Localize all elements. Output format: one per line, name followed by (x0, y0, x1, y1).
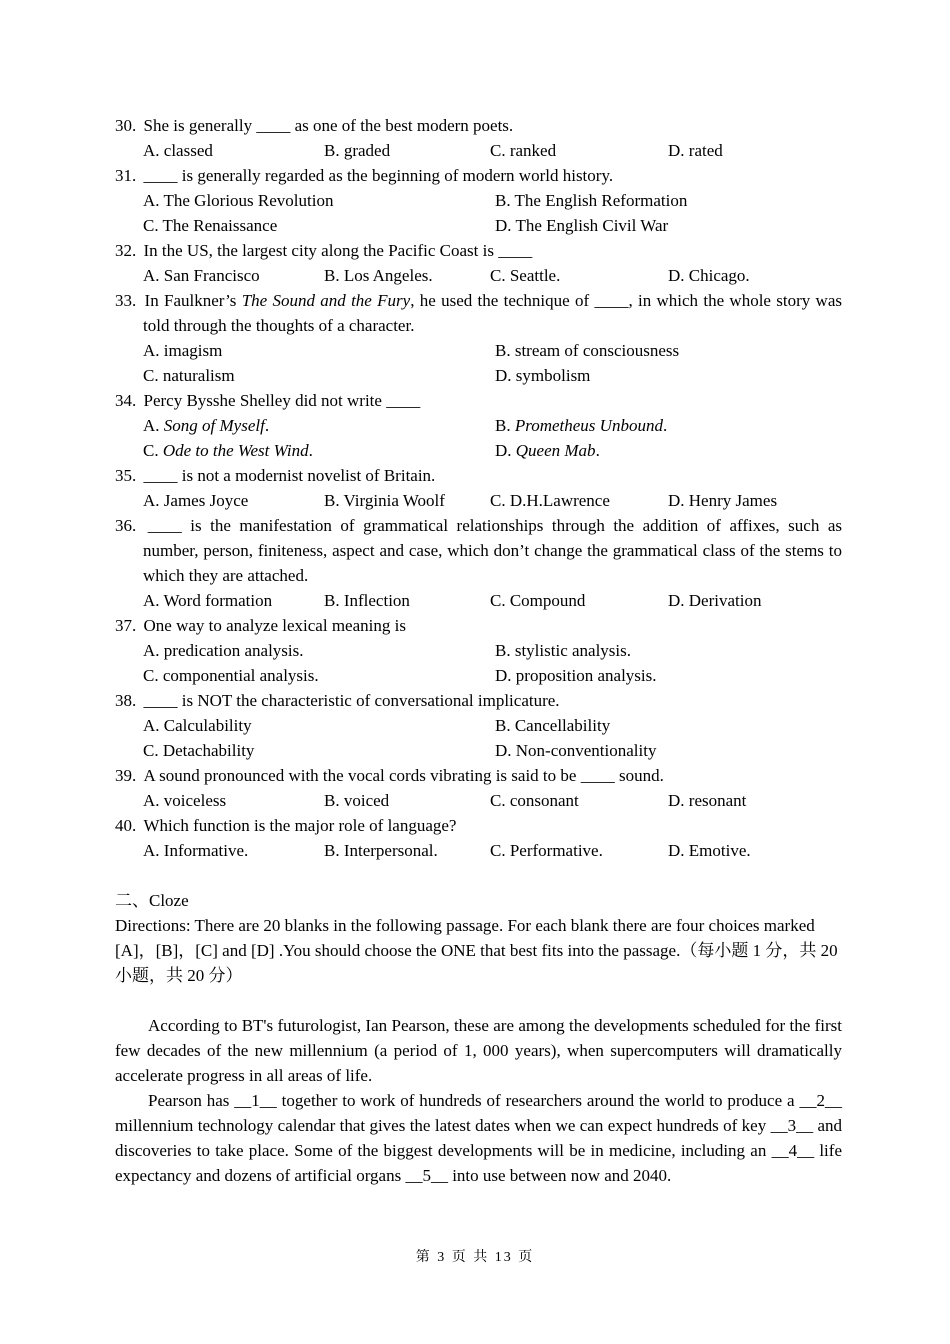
option (495, 188, 842, 213)
option (668, 788, 842, 813)
question-stem (115, 388, 842, 413)
option (495, 338, 842, 363)
question-item (115, 113, 842, 163)
option (324, 488, 490, 513)
option (143, 363, 495, 388)
option-label: D. (495, 441, 516, 460)
option (143, 338, 495, 363)
options-row (115, 663, 842, 688)
option (324, 788, 490, 813)
options-row (115, 213, 842, 238)
option-label: C. (490, 491, 510, 510)
question-item (115, 513, 842, 613)
question-stem (115, 463, 842, 488)
italic-text: Queen Mab (515, 441, 596, 460)
option (495, 413, 842, 438)
option-label: B. (495, 416, 515, 435)
option-label: C. (490, 591, 510, 610)
options-row (115, 338, 842, 363)
text-segment: A sound pronounced with the vocal cords vibrating is said to be ____ sound. (143, 766, 664, 785)
option (143, 638, 495, 663)
option-label: D. (495, 666, 516, 685)
question-stem (115, 113, 842, 138)
option (668, 138, 842, 163)
option-label: B. (324, 141, 344, 160)
text-segment: Interpersonal. (343, 841, 438, 860)
option-label: C. (143, 216, 163, 235)
option-label: C. (143, 366, 163, 385)
italic-text: Prometheus Unbound (514, 416, 663, 435)
question-number: 36. (115, 516, 145, 535)
option-label: B. (324, 591, 344, 610)
option-label: D. (668, 791, 689, 810)
option-label: B. (324, 791, 344, 810)
option (495, 438, 842, 463)
option (324, 138, 490, 163)
text-segment: predication analysis. (163, 641, 304, 660)
option-label: A. (143, 716, 164, 735)
option (495, 638, 842, 663)
text-segment: Derivation (688, 591, 762, 610)
text-segment: The Renaissance (162, 216, 278, 235)
option-label: A. (143, 141, 164, 160)
question-stem (115, 513, 842, 588)
option (495, 213, 842, 238)
option-label: B. (495, 716, 515, 735)
option (490, 488, 668, 513)
option-label: C. (490, 791, 510, 810)
passage-paragraph: According to BT's futurologist, Ian Pearson, these are among the developments scheduled for the first few decades of the new millennium (a period of 1, 000 years), when supercomputers will dramatically accelerate progress in all areas of life. (115, 1016, 842, 1085)
question-item (115, 813, 842, 863)
question-stem (115, 763, 842, 788)
question-number: 30. (115, 116, 141, 135)
option-label: D. (495, 216, 516, 235)
text-segment: She is generally ____ as one of the best modern poets. (143, 116, 514, 135)
text-segment: componential analysis. (162, 666, 319, 685)
question-number: 32. (115, 241, 141, 260)
option-label: D. (495, 366, 516, 385)
text-segment: Los Angeles. (343, 266, 433, 285)
question-item (115, 688, 842, 763)
option-label: C. (143, 741, 163, 760)
text-segment: ____ is NOT the characteristic of conversational implicature. (143, 691, 560, 710)
exam-page (115, 113, 842, 1188)
option-label: A. (143, 841, 164, 860)
question-number: 38. (115, 691, 141, 710)
option (143, 788, 324, 813)
question-item (115, 613, 842, 688)
option (324, 263, 490, 288)
option (143, 488, 324, 513)
question-number: 33. (115, 291, 142, 310)
question-stem (115, 813, 842, 838)
cloze-passage (115, 1013, 842, 1188)
option (495, 663, 842, 688)
option-label: C. (490, 266, 510, 285)
text-segment: Chicago. (688, 266, 750, 285)
option-label: A. (143, 266, 164, 285)
text-segment: resonant (688, 791, 747, 810)
option-label: A. (143, 341, 164, 360)
option-label: D. (668, 591, 689, 610)
text-segment: James Joyce (163, 491, 249, 510)
option-label: B. (324, 841, 344, 860)
option (668, 263, 842, 288)
italic-text: The Sound and the Fury (241, 291, 411, 310)
question-stem (115, 288, 842, 338)
question-item (115, 763, 842, 813)
text-segment: ____ is the manifestation of grammatical relationships through the addition of affixes, such as number, person, finiteness, aspect and case, which don’t change the grammatical class of the stems to which they are attached. (143, 516, 843, 585)
options-row (115, 588, 842, 613)
text-segment: In the US, the largest city along the Pacific Coast is ____ (143, 241, 533, 260)
question-item (115, 163, 842, 238)
option-label: B. (495, 341, 515, 360)
option (143, 663, 495, 688)
question-number: 34. (115, 391, 141, 410)
text-segment: classed (163, 141, 213, 160)
question-number: 37. (115, 616, 141, 635)
option-label: A. (143, 641, 164, 660)
text-segment: San Francisco (163, 266, 260, 285)
text-segment: In Faulkner’s (144, 291, 242, 310)
options-row (115, 413, 842, 438)
text-segment: ____ is not a modernist novelist of Britain. (143, 466, 436, 485)
option (495, 738, 842, 763)
italic-text: Ode to the West Wind (162, 441, 309, 460)
options-row (115, 138, 842, 163)
option-label: C. (143, 441, 163, 460)
options-row (115, 638, 842, 663)
question-number: 35. (115, 466, 141, 485)
option-label: B. (495, 641, 515, 660)
options-row (115, 263, 842, 288)
option (143, 138, 324, 163)
question-item (115, 388, 842, 463)
option-label: A. (143, 491, 164, 510)
option-label: B. (324, 491, 344, 510)
options-row (115, 438, 842, 463)
option-label: D. (668, 841, 689, 860)
section-heading: 二、Cloze (115, 891, 189, 910)
question-stem (115, 613, 842, 638)
text-segment: The English Reformation (514, 191, 688, 210)
text-segment: stylistic analysis. (514, 641, 632, 660)
options-row (115, 838, 842, 863)
text-segment: One way to analyze lexical meaning is (143, 616, 406, 635)
option (495, 713, 842, 738)
text-segment: voiced (343, 791, 390, 810)
text-segment: Detachability (162, 741, 255, 760)
text-segment: . (264, 416, 270, 435)
option-label: C. (143, 666, 163, 685)
option (143, 188, 495, 213)
text-segment: proposition analysis. (515, 666, 657, 685)
text-segment: symbolism (515, 366, 591, 385)
text-segment: naturalism (162, 366, 235, 385)
option (490, 263, 668, 288)
option (143, 838, 324, 863)
option (143, 413, 495, 438)
question-number: 39. (115, 766, 141, 785)
options-row (115, 488, 842, 513)
options-row (115, 363, 842, 388)
option (668, 838, 842, 863)
text-segment: D.H.Lawrence (509, 491, 610, 510)
option-label: D. (668, 266, 689, 285)
text-segment: consonant (509, 791, 579, 810)
option (490, 838, 668, 863)
option (143, 738, 495, 763)
option-label: A. (143, 191, 164, 210)
option (490, 788, 668, 813)
options-row (115, 788, 842, 813)
text-segment: Performative. (509, 841, 603, 860)
option-label: A. (143, 416, 164, 435)
section-directions: Directions: There are 20 blanks in the following passage. For each blank there are four choices marked [A]，[B]，[C] and [D] .You should choose the ONE that best fits into the passage.（每小题 1 分，共 20 小题，共 20 分） (115, 916, 838, 985)
text-segment: Calculability (163, 716, 252, 735)
option (490, 138, 668, 163)
text-segment: ranked (509, 141, 557, 160)
question-number: 40. (115, 816, 141, 835)
options-row (115, 738, 842, 763)
text-segment: Henry James (688, 491, 778, 510)
option-label: A. (143, 591, 164, 610)
text-segment: Cancellability (514, 716, 611, 735)
text-segment: rated (688, 141, 723, 160)
text-segment: stream of consciousness (514, 341, 680, 360)
text-segment: The Glorious Revolution (163, 191, 334, 210)
question-stem (115, 163, 842, 188)
text-segment: Informative. (163, 841, 249, 860)
italic-text: Song of Myself (163, 416, 265, 435)
question-list (115, 113, 842, 863)
option-label: B. (324, 266, 344, 285)
text-segment: Seattle. (509, 266, 561, 285)
option (143, 588, 324, 613)
text-segment: Inflection (343, 591, 410, 610)
text-segment: voiceless (163, 791, 227, 810)
text-segment: Percy Bysshe Shelley did not write ____ (143, 391, 421, 410)
text-segment: imagism (163, 341, 223, 360)
question-item (115, 463, 842, 513)
question-stem (115, 688, 842, 713)
text-segment: ____ is generally regarded as the beginning of modern world history. (143, 166, 614, 185)
text-segment: . (595, 441, 600, 460)
option-label: D. (668, 141, 689, 160)
option (143, 263, 324, 288)
option (495, 363, 842, 388)
option-label: D. (495, 741, 516, 760)
text-segment: Emotive. (688, 841, 751, 860)
question-stem (115, 238, 842, 263)
option (668, 588, 842, 613)
option (143, 713, 495, 738)
option-label: C. (490, 841, 510, 860)
text-segment: The English Civil War (515, 216, 669, 235)
text-segment: Compound (509, 591, 586, 610)
text-segment: Non-conventionality (515, 741, 657, 760)
option (143, 438, 495, 463)
option (490, 588, 668, 613)
text-segment: graded (343, 141, 391, 160)
option (668, 488, 842, 513)
option-label: C. (490, 141, 510, 160)
option (324, 588, 490, 613)
option-label: D. (668, 491, 689, 510)
page-footer: 第 3 页 共 13 页 (415, 1250, 535, 1265)
option (143, 213, 495, 238)
question-item (115, 238, 842, 288)
options-row (115, 713, 842, 738)
text-segment: . (308, 441, 313, 460)
question-item (115, 288, 842, 388)
question-number: 31. (115, 166, 141, 185)
passage-paragraph: Pearson has __1__ together to work of hundreds of researchers around the world to produce a __2__ millennium technology calendar that gives the latest dates when we can expect hundreds of key __3__ and discoveries to take place. Some of the biggest developments will be in medicine, including an __4__ life expectancy and dozens of artificial organs __5__ into use between now and 2040. (115, 1091, 842, 1185)
option (324, 838, 490, 863)
text-segment: . (662, 416, 668, 435)
option-label: B. (495, 191, 515, 210)
options-row (115, 188, 842, 213)
text-segment: Word formation (163, 591, 273, 610)
option-label: A. (143, 791, 164, 810)
text-segment: Virginia Woolf (343, 491, 445, 510)
text-segment: , he used the technique of ____, in which the whole story was told through the thoughts of a character. (143, 291, 842, 335)
text-segment: Which function is the major role of language? (143, 816, 457, 835)
